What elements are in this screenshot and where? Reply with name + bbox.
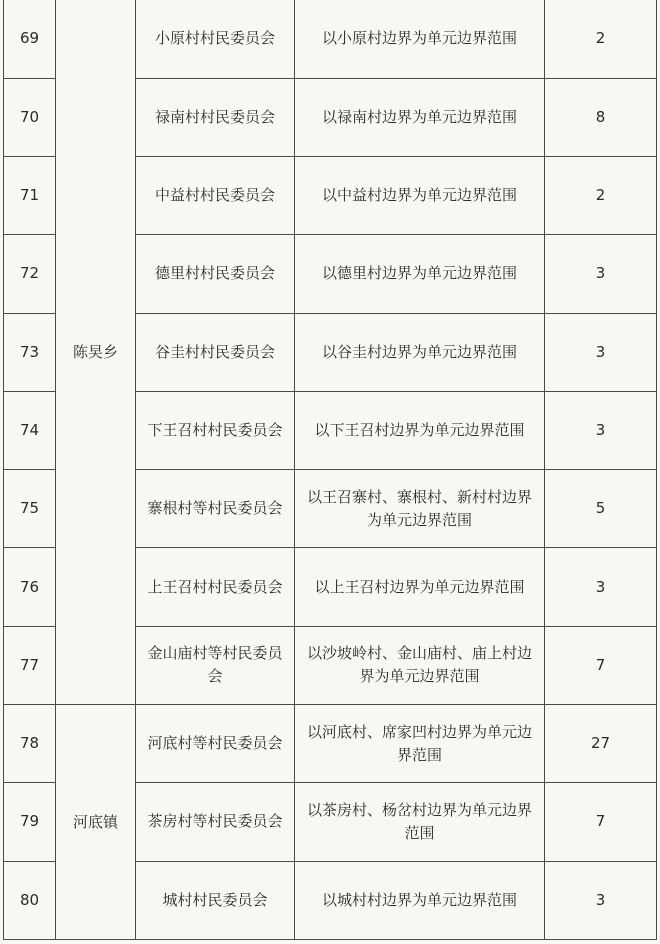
boundary-scope-cell: 以城村村边界为单元边界范围: [295, 861, 545, 939]
count-cell: 7: [545, 626, 657, 704]
row-number: 80: [4, 861, 56, 939]
count-cell: 3: [545, 391, 657, 469]
row-number: 71: [4, 157, 56, 235]
table-body: [4, 0, 657, 940]
boundary-scope-cell: 以德里村边界为单元边界范围: [295, 235, 545, 313]
count-cell: 7: [545, 783, 657, 861]
row-number: 74: [4, 391, 56, 469]
row-number: 69: [4, 0, 56, 78]
boundary-scope-cell: 以王召寨村、寨根村、新村村边界为单元边界范围: [295, 470, 545, 548]
township-cell: 陈旲乡: [56, 0, 136, 705]
count-cell: 3: [545, 235, 657, 313]
count-cell: 5: [545, 470, 657, 548]
row-number: 75: [4, 470, 56, 548]
boundary-scope-cell: 以上王召村边界为单元边界范围: [295, 548, 545, 626]
boundary-scope-cell: 以河底村、席家凹村边界为单元边界范围: [295, 705, 545, 783]
boundary-scope-cell: 以小原村边界为单元边界范围: [295, 0, 545, 78]
committee-cell: 谷圭村村民委员会: [136, 313, 295, 391]
count-cell: 2: [545, 0, 657, 78]
committee-cell: 金山庙村等村民委员会: [136, 626, 295, 704]
boundary-scope-cell: 以下王召村边界为单元边界范围: [295, 391, 545, 469]
row-number: 77: [4, 626, 56, 704]
row-number: 70: [4, 78, 56, 156]
row-number: 73: [4, 313, 56, 391]
committee-cell: 城村村民委员会: [136, 861, 295, 939]
table-row: [4, 0, 657, 78]
committee-cell: 河底村等村民委员会: [136, 705, 295, 783]
committee-cell: 茶房村等村民委员会: [136, 783, 295, 861]
count-cell: 2: [545, 157, 657, 235]
boundary-scope-cell: 以禄南村边界为单元边界范围: [295, 78, 545, 156]
count-cell: 3: [545, 861, 657, 939]
committee-cell: 寨根村等村民委员会: [136, 470, 295, 548]
count-cell: 3: [545, 548, 657, 626]
committee-cell: 上王召村村民委员会: [136, 548, 295, 626]
count-cell: 8: [545, 78, 657, 156]
row-number: 78: [4, 705, 56, 783]
count-cell: 27: [545, 705, 657, 783]
committee-cell: 中益村村民委员会: [136, 157, 295, 235]
committee-cell: 下王召村村民委员会: [136, 391, 295, 469]
row-number: 76: [4, 548, 56, 626]
boundary-scope-cell: 以沙坡岭村、金山庙村、庙上村边界为单元边界范围: [295, 626, 545, 704]
committee-cell: 小原村村民委员会: [136, 0, 295, 78]
boundary-scope-cell: 以谷圭村边界为单元边界范围: [295, 313, 545, 391]
table-row: [4, 705, 657, 783]
committee-cell: 德里村村民委员会: [136, 235, 295, 313]
count-cell: 3: [545, 313, 657, 391]
committee-cell: 禄南村村民委员会: [136, 78, 295, 156]
row-number: 79: [4, 783, 56, 861]
boundary-scope-cell: 以中益村边界为单元边界范围: [295, 157, 545, 235]
village-unit-table: [3, 0, 657, 940]
township-cell: 河底镇: [56, 705, 136, 940]
boundary-scope-cell: 以茶房村、杨岔村边界为单元边界范围: [295, 783, 545, 861]
row-number: 72: [4, 235, 56, 313]
